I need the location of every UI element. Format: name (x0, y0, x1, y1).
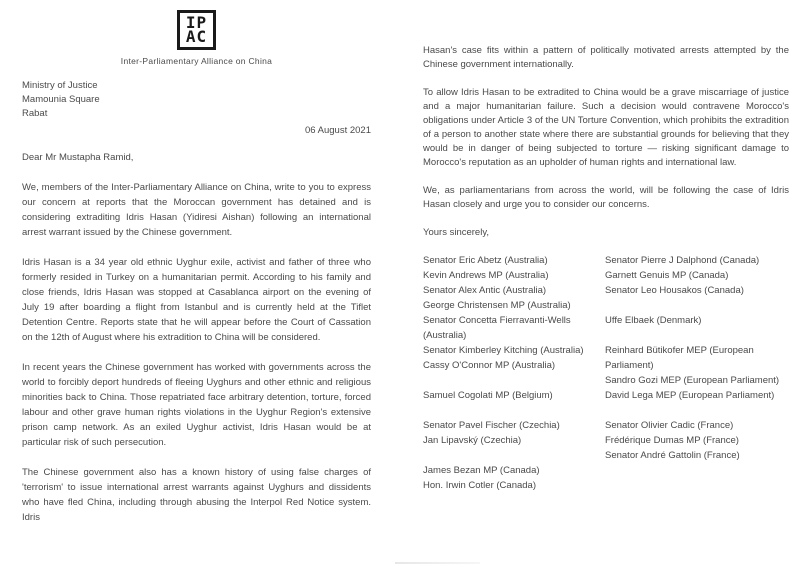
paragraph: We, members of the Inter-Parliamentary Alliance on China, write to you to express our concern at reports that the Moroccan government has detained and is considering extraditing Idris Hasan (Yidiresi Aishan) following an international arrest warrant issued by the Chinese government. (22, 182, 371, 238)
letter-page-1 (22, 10, 371, 525)
letter-page-2 (423, 44, 789, 493)
signatories-list (423, 253, 789, 493)
signatory: Senator Concetta Fierravanti-Wells (Australia) (423, 315, 571, 341)
paragraph: In recent years the Chinese government has worked with governments across the world to forcibly deport hundreds of fleeing Uyghurs and other ethnic and religious minorities back to China. Those repatriated face arbitrary detention, torture, forced labour and other grave human rights violations in the Uyghur Region's extensive prison camp network. As an exiled Uyghur activist, Idris Hasan would be at particular risk of such persecution. (22, 362, 371, 448)
ipac-logo-mark (177, 10, 216, 50)
signatory: Garnett Genuis MP (Canada) (605, 270, 729, 281)
signatory: Frédérique Dumas MP (France) (605, 435, 739, 446)
paragraph: Hasan's case fits within a pattern of politically motivated arrests attempted by the Chinese government internationally. (423, 45, 789, 70)
ipac-logo (22, 10, 371, 66)
logo-letters-bottom: AC (185, 27, 208, 46)
recipient-address (22, 79, 371, 121)
page-edge-shadow (395, 562, 480, 564)
signatory: James Bezan MP (Canada) (423, 465, 540, 476)
signatory: David Lega MEP (European Parliament) (605, 390, 775, 401)
signatory: Senator Leo Housakos (Canada) (605, 285, 744, 296)
signatory: Reinhard Bütikofer MEP (European Parliament) (605, 345, 754, 371)
letter-date: 06 August 2021 (304, 125, 371, 136)
signatory-group-canada-1 (423, 463, 603, 493)
paragraph: The Chinese government also has a known history of using false charges of 'terrorism' to issue international arrest warrants against Uyghurs and dissidents who have fled China, including through abusing the Interpol Red Notice system. Idris (22, 467, 371, 523)
organization-name: Inter-Parliamentary Alliance on China (120, 56, 273, 66)
signatory: Sandro Gozi MEP (European Parliament) (605, 375, 780, 386)
signatory: Senator Pavel Fischer (Czechia) (423, 420, 560, 431)
signatory-group-france (605, 418, 789, 463)
paragraph: To allow Idris Hasan to be extradited to China would be a grave miscarriage of justice and a major humanitarian failure. Such a decision would contravene Morocco's obligations under Article 3 of the UN Torture Convention, which prohibits the extradition of a person to another state where there are substantial grounds for believing that they would be in danger of being subjected to torture — risking significant damage to Morocco's reputation as an upholder of human rights and international law. (423, 87, 789, 168)
recipient-line: Ministry of Justice (22, 80, 98, 91)
signatory: Jan Lipavský (Czechia) (423, 435, 522, 446)
signatory-group-australia (423, 253, 603, 373)
signatory: Cassy O'Connor MP (Australia) (423, 360, 556, 371)
signatory: Senator Alex Antic (Australia) (423, 285, 547, 296)
signatory: Uffe Elbaek (Denmark) (605, 315, 702, 326)
signatory-group-canada-2 (605, 253, 789, 298)
signatory-group-belgium (423, 388, 603, 403)
salutation: Dear Mr Mustapha Ramid, (22, 152, 134, 163)
signatory: Senator Olivier Cadic (France) (605, 420, 734, 431)
signatories-column-1 (423, 253, 605, 493)
signatory: Senator Kimberley Kitching (Australia) (423, 345, 584, 356)
recipient-line: Rabat (22, 108, 48, 119)
recipient-line: Mamounia Square (22, 94, 100, 105)
signatory: Kevin Andrews MP (Australia) (423, 270, 549, 281)
signatories-column-2 (605, 253, 789, 493)
closing-line: Yours sincerely, (423, 227, 490, 238)
signatory-group-czechia (423, 418, 603, 448)
signatory: Senator André Gattolin (France) (605, 450, 740, 461)
signatory-group-european-parliament (605, 343, 789, 403)
paragraph: Idris Hasan is a 34 year old ethnic Uyghur exile, activist and father of three who formerly resided in Turkey on a humanitarian permit. According to his family and close friends, Idris Hasan was stopped at Casablanca airport on the evening of July 19 after boarding a flight from Istanbul and is currently held at the Tiflet Detention Centre. Reports state that he will appear before the Court of Cassation on the 12th of August where his extradition to China will be considered. (22, 257, 371, 343)
signatory: Senator Eric Abetz (Australia) (423, 255, 548, 266)
paragraph: We, as parliamentarians from across the world, will be following the case of Idris Hasan closely and urge you to consider our concerns. (423, 185, 789, 210)
logo-letters-top: IP (185, 13, 208, 32)
signatory: Senator Pierre J Dalphond (Canada) (605, 255, 760, 266)
signatory: Hon. Irwin Cotler (Canada) (423, 480, 536, 491)
signatory: George Christensen MP (Australia) (423, 300, 571, 311)
signatory: Samuel Cogolati MP (Belgium) (423, 390, 553, 401)
signatory-group-denmark (605, 313, 789, 328)
